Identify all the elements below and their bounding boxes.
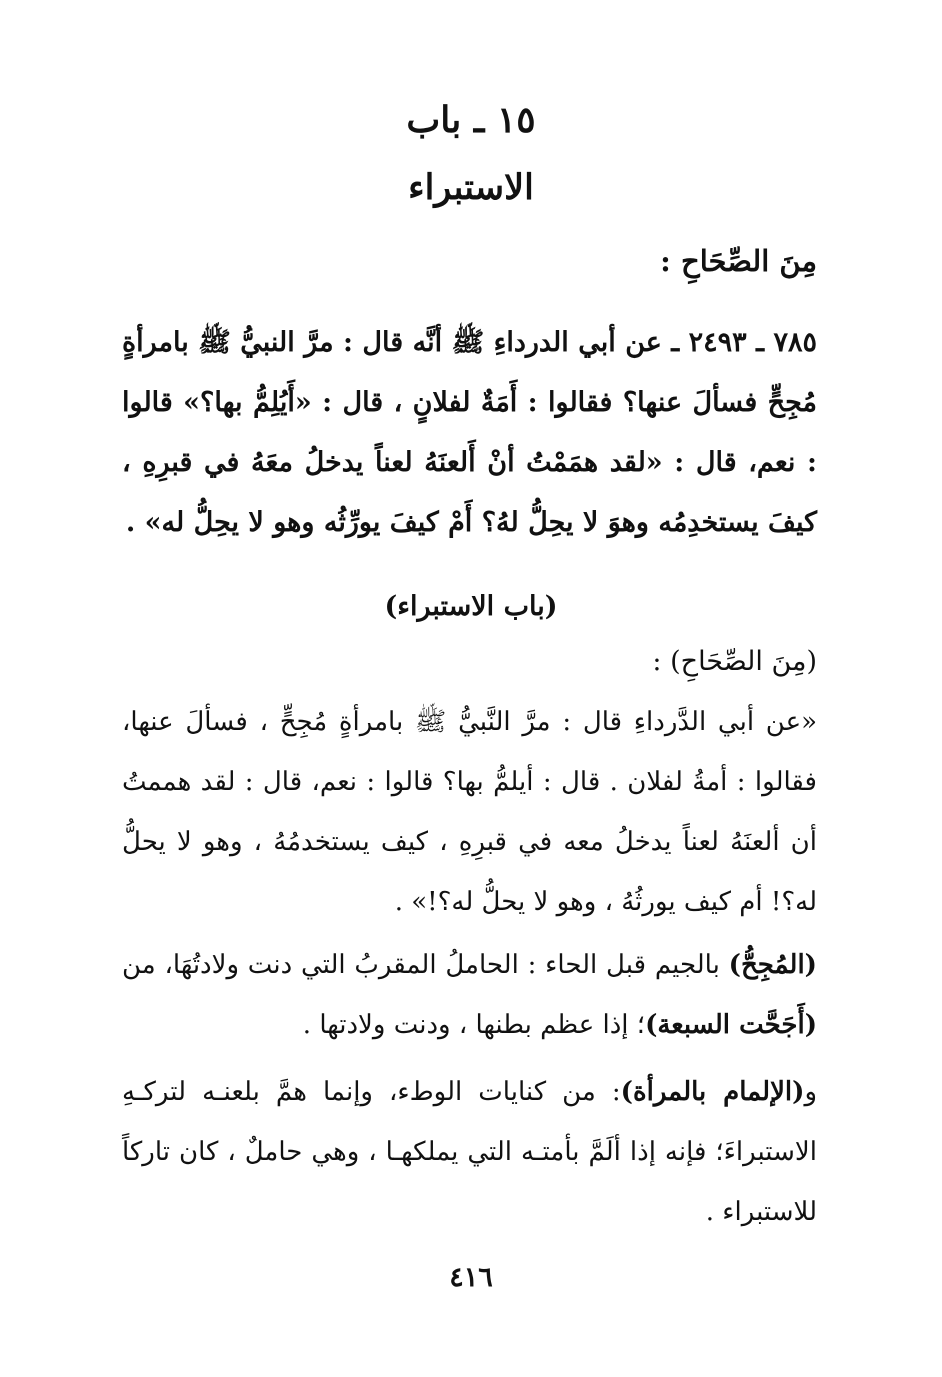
page-number: ٤١٦ <box>449 1262 493 1293</box>
term-mujih: (المُجِحُّ) <box>728 950 817 980</box>
note-text: : من كنايات الوطء، وإنما همَّ بلعنـه لتركـهِ الاستبراءَ؛ فإنه إذا ألَمَّ بأمتـه التي يملكهـا ، وهي حاملٌ ، كان تاركاً للاستبراء . <box>122 1077 817 1227</box>
term-ajahhat: (أَجَحَّت السبعة) <box>645 1010 817 1040</box>
commentary-quote: «عن أبي الدَّرداءِ قال : مرَّ النَّبيُّ ﷺ بامرأةٍ مُجِحٍّ ، فسألَ عنها، فقالوا : أمةُ لفلان . قال : أيلمُّ بها؟ قالوا : نعم، قال : لقد هممتُ أن ألعنَهُ لعناً يدخلُ معه في قبرِهِ ، كيف يستخدمُهُ ، وهو لا يحلُّ له؟! أم كيف يورثُهُ ، وهو لا يحلُّ له؟!» . <box>122 707 817 917</box>
term-ilmam: (الإلمام بالمرأة) <box>620 1077 805 1107</box>
explanation-note-ilmam <box>122 1062 817 1242</box>
commentary-source-label: (مِنَ الصِّحَاحِ) : <box>652 646 817 677</box>
hadith-paragraph: ٧٨٥ ـ ٢٤٩٣ ـ عن أبي الدرداءِ ﷺ أنَّه قال : مرَّ النبيُّ ﷺ بامرأةٍ مُجِحٍّ فسألَ عنها؟ فقالوا : أَمَةٌ لفلانٍ ، قال : «أَيُلِمُّ بها؟» قالوا : نعم، قال : «لقد همَمْتُ أنْ أَلعنَهُ لعناً يدخلُ معَهُ في قبرِهِ ، كيفَ يستخدِمُه وهوَ لا يحِلُّ لهُ؟ أَمْ كيفَ يورِّثُه وهو لا يحِلُّ له» . <box>122 327 817 538</box>
chapter-title: الاستبراء <box>408 167 534 208</box>
note-text: ؛ إذا عظم بطنها ، ودنت ولادتها . <box>302 1010 646 1040</box>
note-text: بالجيم قبل الحاء : الحاملُ المقربُ التي دنت ولادتُهَا، من <box>122 950 729 980</box>
note-prefix: و <box>804 1077 818 1107</box>
chapter-heading: ١٥ ـ باب <box>406 99 536 141</box>
explanation-note-mujih <box>122 935 817 1055</box>
source-label: مِنَ الصِّحَاحِ : <box>660 244 817 278</box>
commentary-title: (باب الاستبراء) <box>384 591 558 622</box>
